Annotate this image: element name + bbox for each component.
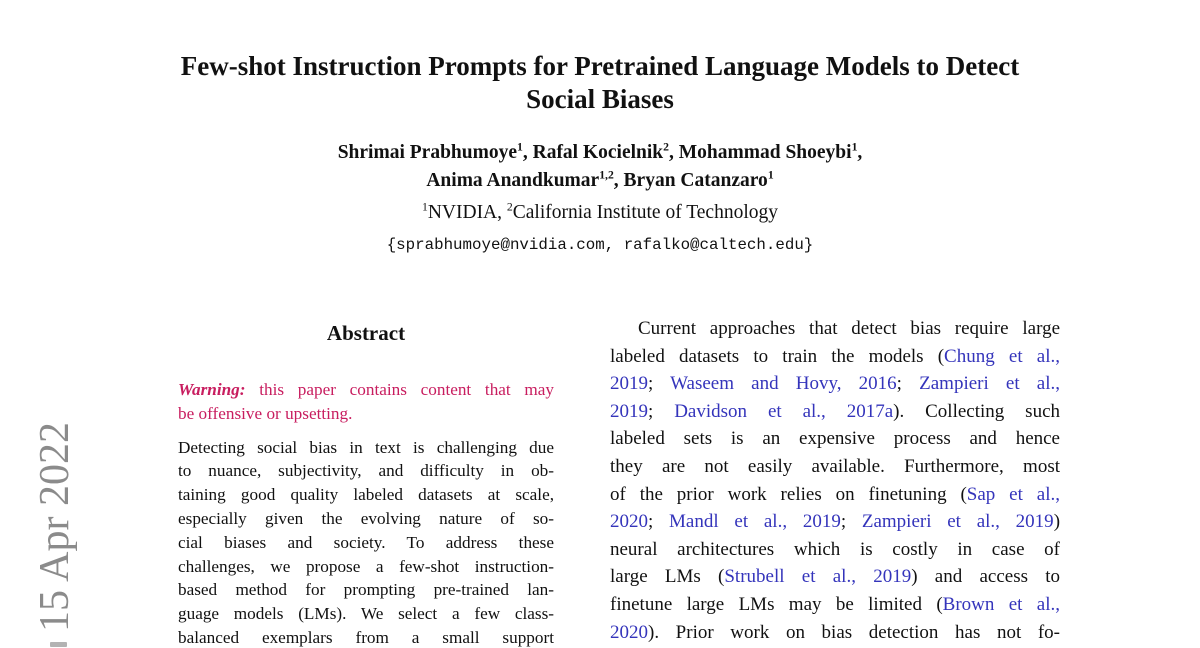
text-segment: , Rafal Kocielnik: [522, 142, 664, 163]
citation-link[interactable]: Sap et al.,: [966, 483, 1060, 505]
text-segment: guage models (LMs). We select a few class-: [178, 604, 554, 624]
text-line: [178, 436, 554, 460]
text-line: [0, 198, 1200, 227]
citation-link[interactable]: 2020: [610, 621, 648, 643]
text-line: [0, 139, 1200, 167]
citation-link[interactable]: 2019: [610, 400, 648, 422]
arxiv-watermark-cutoff: [50, 642, 67, 647]
text-line: [610, 508, 1060, 536]
citation-link[interactable]: 2019: [610, 373, 648, 395]
text-segment: cial biases and society. To address these: [178, 532, 554, 552]
text-segment: , Bryan Catanzaro: [613, 170, 768, 191]
paper-title: [0, 50, 1200, 116]
text-segment: , Mohammad Shoeybi: [669, 142, 852, 163]
text-segment: based method for prompting pre-trained lan-: [178, 580, 554, 600]
citation-link[interactable]: Davidson et al., 2017a: [674, 400, 894, 422]
text-segment: ;: [648, 400, 675, 422]
text-line: [610, 370, 1060, 398]
text-segment: ) and access to: [911, 566, 1061, 588]
text-segment: be offensive or upsetting.: [178, 404, 353, 424]
text-segment: ). Prior work on bias detection has not fo-: [648, 621, 1060, 643]
citation-link[interactable]: Brown et al.,: [942, 593, 1060, 615]
text-line: [178, 378, 554, 402]
author-block: [0, 139, 1200, 258]
text-segment: this paper contains content that may: [245, 380, 554, 399]
text-line: [178, 578, 554, 602]
citation-link[interactable]: Zampieri et al.,: [919, 373, 1061, 395]
text-segment: ;: [648, 373, 671, 395]
text-line: [178, 507, 554, 531]
text-segment: they are not easily available. Furthermore, most: [610, 455, 1060, 477]
text-line: [178, 555, 554, 579]
text-line: [178, 459, 554, 483]
text-segment: labeled sets is an expensive process and hence: [610, 428, 1060, 450]
text-segment: neural architectures which is costly in case of: [610, 538, 1060, 560]
text-segment: especially given the evolving nature of so-: [178, 508, 554, 528]
text-segment: ;: [840, 511, 862, 533]
author-names: [0, 139, 1200, 195]
text-segment: Social Biases: [526, 84, 674, 114]
text-line: [178, 483, 554, 507]
citation-link[interactable]: 2020: [610, 511, 648, 533]
text-segment: Anima Anandkumar: [426, 170, 600, 191]
text-segment: of the prior work relies on finetuning (: [610, 483, 967, 505]
text-segment: large LMs (: [610, 566, 725, 588]
text-segment: finetune large LMs may be limited (: [610, 593, 943, 615]
superscript-marker: 1: [767, 168, 774, 182]
text-line: [0, 50, 1200, 83]
abstract-heading: Abstract: [326, 321, 406, 345]
text-segment: Detecting social bias in text is challenging due: [178, 437, 554, 457]
text-line: [178, 626, 554, 648]
text-line: [610, 536, 1060, 564]
affiliation-line: [0, 198, 1200, 227]
abstract-section: [178, 320, 554, 648]
text-line: [178, 602, 554, 626]
text-line: [610, 591, 1060, 619]
text-line: [610, 425, 1060, 453]
text-segment: California Institute of Technology: [512, 202, 779, 223]
superscript-marker: 2: [506, 200, 513, 214]
citation-link[interactable]: Zampieri et al., 2019: [861, 511, 1054, 533]
citation-link[interactable]: Chung et al.,: [944, 345, 1060, 367]
text-line: [610, 315, 1060, 343]
text-segment: balanced exemplars from a small support: [178, 627, 554, 647]
text-line: [178, 531, 554, 555]
text-line: [610, 563, 1060, 591]
text-line: [610, 343, 1060, 371]
superscript-marker: 1: [517, 140, 523, 154]
text-line: [610, 453, 1060, 481]
text-line: [610, 619, 1060, 647]
text-segment: labeled datasets to train the models (: [610, 345, 945, 367]
superscript-marker: 1,2: [599, 168, 614, 182]
text-line: [610, 398, 1060, 426]
text-line: [610, 481, 1060, 509]
superscript-marker: 1: [421, 200, 428, 214]
text-line: [0, 167, 1200, 195]
citation-link[interactable]: Strubell et al., 2019: [724, 566, 912, 588]
text-segment: ): [1053, 511, 1061, 533]
text-segment: Shrimai Prabhumoye: [337, 142, 518, 163]
email-line: {sprabhumoye@nvidia.com, rafalko@caltech.edu}: [386, 236, 814, 254]
text-line: [0, 83, 1200, 116]
text-segment: challenges, we propose a few-shot instruction-: [178, 556, 554, 576]
abstract-body: [178, 436, 554, 648]
citation-link[interactable]: Mandl et al., 2019: [669, 511, 841, 533]
superscript-marker: 1: [851, 140, 858, 154]
text-line: [178, 402, 554, 426]
superscript-marker: 2: [663, 140, 669, 154]
text-segment: ;: [648, 511, 670, 533]
text-segment: Current approaches that detect bias require large: [638, 318, 1060, 339]
arxiv-date-watermark: 15 Apr 2022: [32, 422, 78, 632]
introduction-column: [610, 315, 1060, 646]
text-segment: Few-shot Instruction Prompts for Pretrained Language Models to Detect: [180, 51, 1020, 81]
text-segment: taining good quality labeled datasets at scale,: [178, 485, 554, 505]
text-segment: to nuance, subjectivity, and difficulty in ob-: [178, 461, 554, 481]
citation-link[interactable]: Waseem and Hovy, 2016: [670, 373, 897, 395]
text-segment: ). Collecting such: [893, 400, 1061, 422]
text-segment: ;: [896, 373, 920, 395]
content-warning: [178, 378, 554, 427]
text-segment: Warning:: [178, 380, 246, 399]
text-segment: NVIDIA,: [427, 202, 507, 223]
text-segment: ,: [857, 142, 863, 163]
